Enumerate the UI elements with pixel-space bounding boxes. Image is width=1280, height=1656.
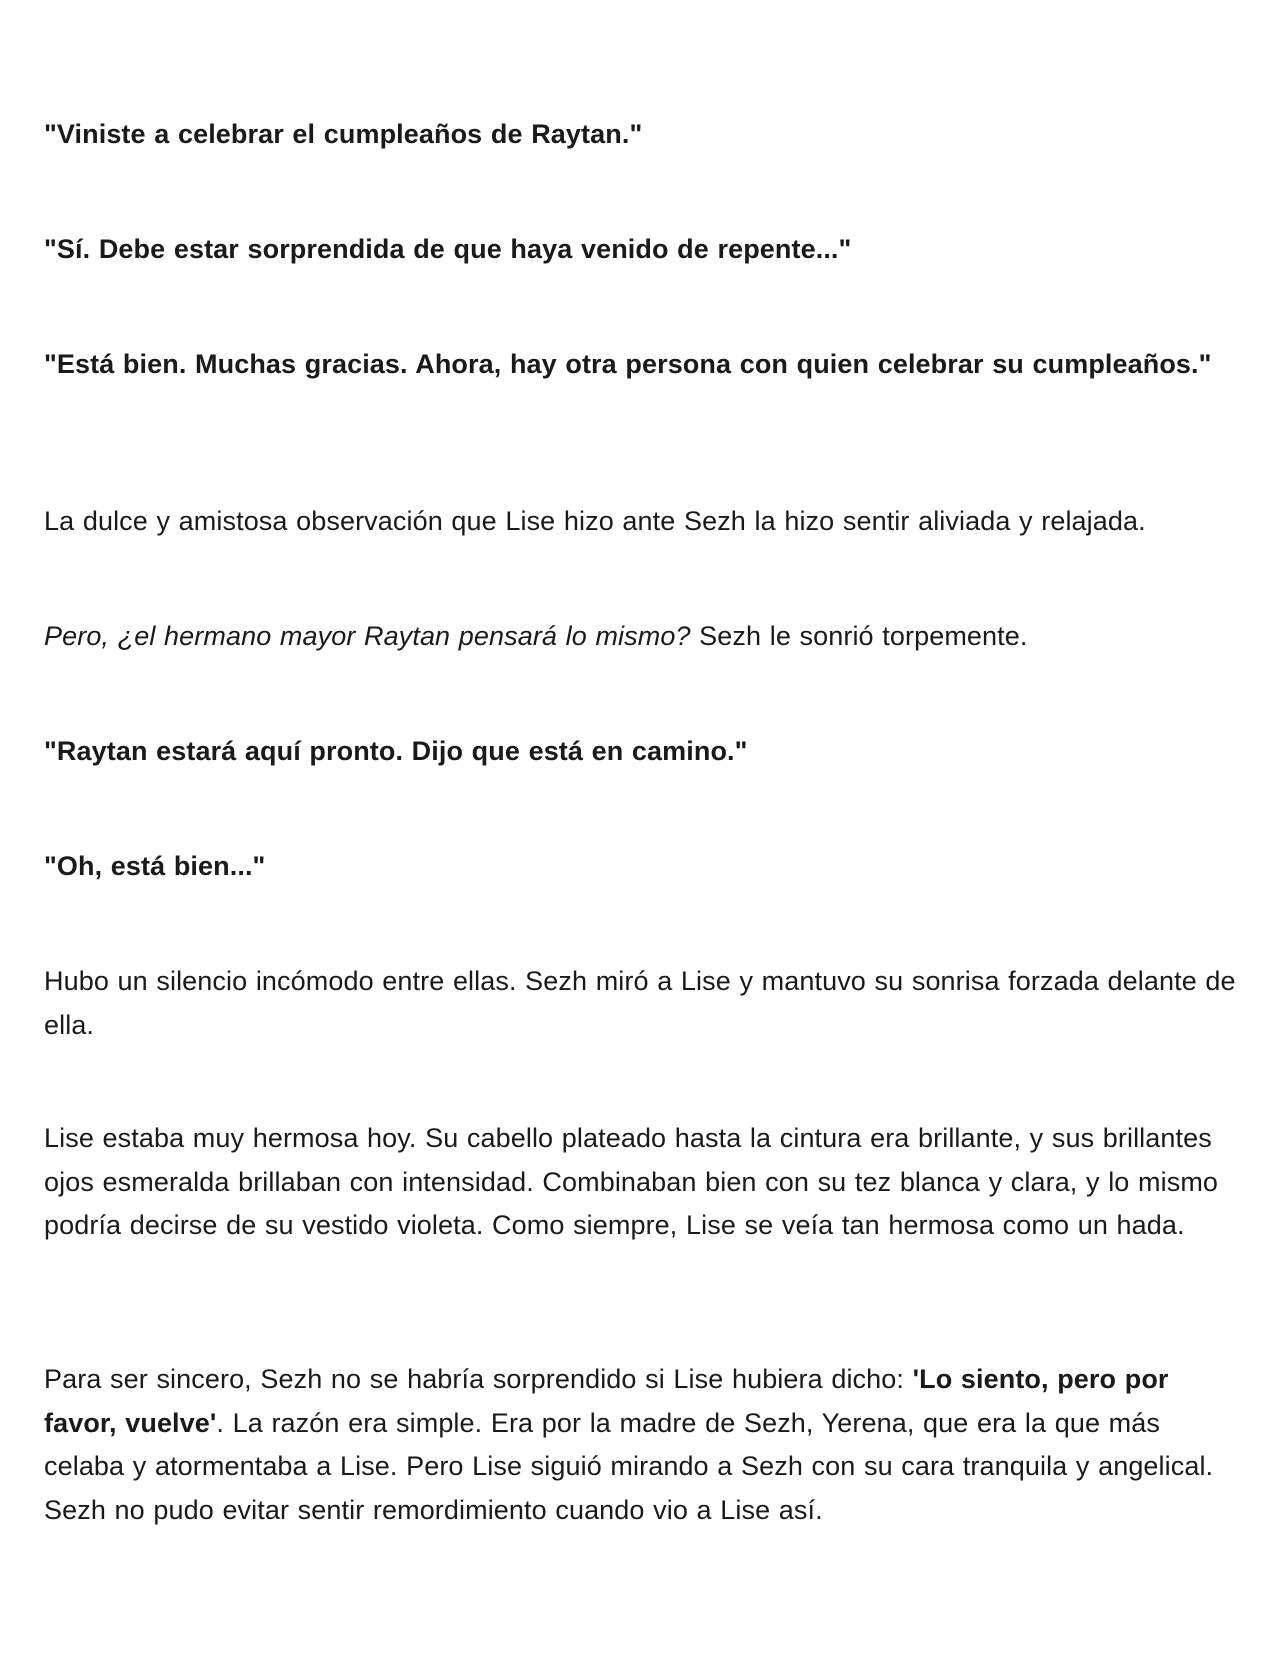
paragraph-5 — [44, 615, 1240, 659]
paragraph-1 — [44, 113, 1240, 157]
paragraph-text: Lise estaba muy hermosa hoy. Su cabello plateado hasta la cintura era brillante, y sus brillantes ojos esmeralda brillaban con intensidad. Combinaban bien con su tez blanca y clara, y lo mismo podría decirse de su vestido violeta. Como siempre, Lise se veía tan hermosa como un hada. — [44, 1123, 1219, 1240]
paragraph-6 — [44, 730, 1240, 774]
paragraph-text: Para ser sincero, Sezh no se habría sorprendido si Lise hubiera dicho: — [44, 1364, 913, 1394]
italic-thought: Pero, ¿el hermano mayor Raytan pensará lo mismo? — [44, 621, 691, 651]
paragraph-8 — [44, 960, 1240, 1047]
paragraph-4 — [44, 500, 1240, 544]
paragraph-text: Hubo un silencio incómodo entre ellas. Sezh miró a Lise y mantuvo su sonrisa forzada delante de ella. — [44, 966, 1236, 1040]
paragraph-text: "Raytan estará aquí pronto. Dijo que está en camino." — [44, 736, 748, 766]
paragraph-text: "Oh, está bien..." — [44, 851, 266, 881]
paragraph-text: "Está bien. Muchas gracias. Ahora, hay otra persona con quien celebrar su cumpleaños." — [44, 349, 1212, 379]
paragraph-10 — [44, 1358, 1240, 1532]
paragraph-9 — [44, 1117, 1240, 1248]
paragraph-7 — [44, 845, 1240, 889]
paragraph-text: "Viniste a celebrar el cumpleaños de Raytan." — [44, 119, 643, 149]
bold-quote: 'Lo siento, pero por favor, vuelve' — [44, 1364, 1169, 1438]
paragraph-3 — [44, 343, 1240, 387]
paragraph-text: . La razón era simple. Era por la madre de Sezh, Yerena, que era la que más celaba y atormentaba a Lise. Pero Lise siguió mirando a Sezh con su cara tranquila y angelical. Sezh no pudo evitar sentir remordimiento cuando vio a Lise así. — [44, 1407, 1214, 1525]
paragraph-2 — [44, 228, 1240, 272]
paragraph-text: La dulce y amistosa observación que Lise hizo ante Sezh la hizo sentir aliviada y relajada. — [44, 506, 1146, 536]
paragraph-text: "Sí. Debe estar sorprendida de que haya venido de repente..." — [44, 234, 852, 264]
paragraph-text: Sezh le sonrió torpemente. — [690, 621, 1028, 651]
